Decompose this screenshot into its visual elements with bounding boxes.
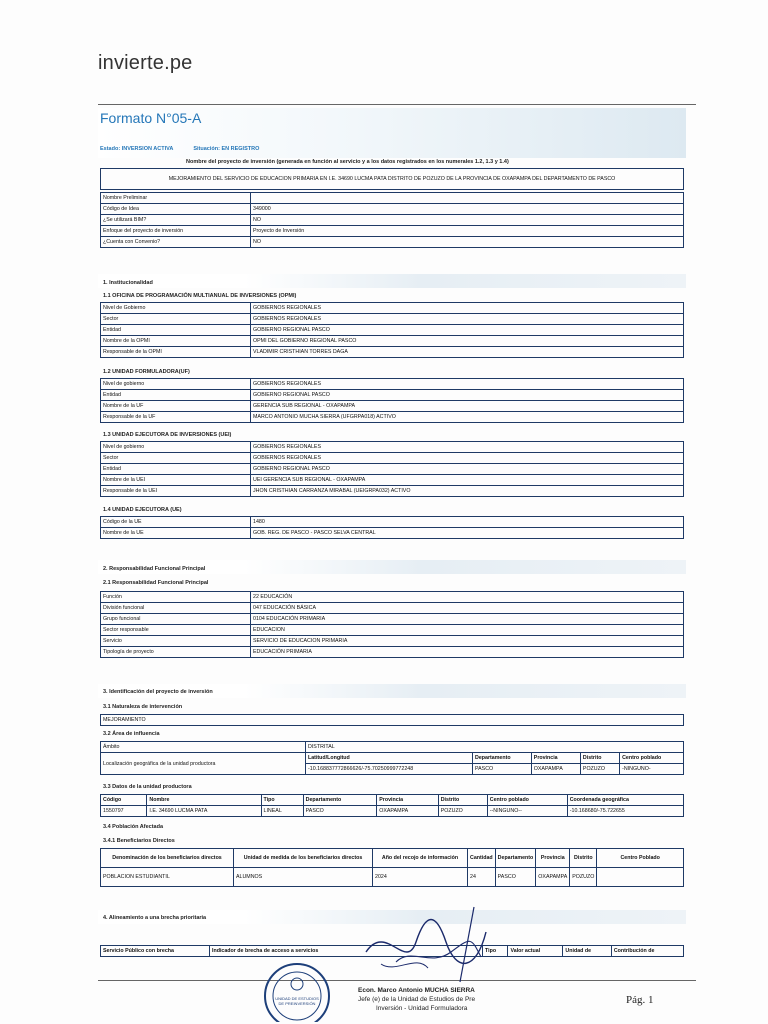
cell-value: OXAPAMPA: [377, 806, 439, 817]
header-cell: Distrito: [438, 795, 487, 806]
cell-key: Entidad: [101, 464, 251, 475]
header-cell: Centro poblado: [487, 795, 567, 806]
table-row: [101, 453, 684, 464]
header-cell: Coordenada geográfica: [567, 795, 683, 806]
section-1-3-title: 1.3 UNIDAD EJECUTORA DE INVERSIONES (UEI): [103, 432, 232, 438]
cell-value: GOB. REG. DE PASCO - PASCO SELVA CENTRAL: [251, 528, 684, 539]
header-rule: [98, 104, 696, 105]
cell-value: SERVICIO DE EDUCACION PRIMARIA: [251, 636, 684, 647]
cell-key: ¿Cuenta con Convenio?: [101, 237, 251, 248]
section-3-4-title: 3.4 Población Afectada: [103, 824, 164, 830]
section-1-1-title: 1.1 OFICINA DE PROGRAMACIÓN MULTIANUAL DE INVERSIONES (OPMI): [103, 293, 297, 299]
cell-value: OXAPAMPA: [536, 868, 570, 887]
svg-text:DE PREINVERSIÓN: DE PREINVERSIÓN: [278, 1001, 316, 1006]
cell-value: MARCO ANTONIO MUCHA SIERRA (UFGRPA018) ACTIVO: [251, 412, 684, 423]
section-3-1-title: 3.1 Naturaleza de intervención: [103, 704, 183, 710]
situacion-text: Situación: EN REGISTRO: [193, 146, 260, 152]
institution-seal-icon: [252, 962, 342, 1022]
header-cell: Departamento: [473, 753, 532, 764]
cell-value: OPMI DEL GOBIERNO REGIONAL PASCO: [251, 336, 684, 347]
cell-value: 047 EDUCACIÓN BÁSICA: [251, 603, 684, 614]
table-row: [101, 868, 684, 887]
table-row: [101, 625, 684, 636]
table-row: [101, 347, 684, 358]
table-row: [101, 795, 684, 806]
table-row: [101, 204, 684, 215]
table-row: [101, 486, 684, 497]
header-cell: Distrito: [570, 849, 597, 868]
table-row: [101, 517, 684, 528]
cell-key: Nivel de gobierno: [101, 442, 251, 453]
cell-value: LINEAL: [261, 806, 303, 817]
cell-key: Nombre de la UEI: [101, 475, 251, 486]
header-cell: Unidad de medida de los beneficiarios directos: [234, 849, 373, 868]
cell-value: 0104 EDUCACIÓN PRIMARIA: [251, 614, 684, 625]
header-cell: Tipo: [261, 795, 303, 806]
cell-key: Nombre de la UE: [101, 528, 251, 539]
cell-value: 2024: [373, 868, 468, 887]
header-cell: Servicio Público con brecha: [101, 946, 210, 957]
cell-value: JHON CRISTHIAN CARRANZA MIRABAL (UEIGRPA032) ACTIVO: [251, 486, 684, 497]
table-row: [101, 442, 684, 453]
cell-value: NO: [251, 215, 684, 226]
handwritten-signature-icon: [356, 902, 496, 986]
cell-value: GERENCIA SUB REGIONAL - OXAPAMPA: [251, 401, 684, 412]
table-row: [101, 753, 684, 764]
header-cell: Cantidad: [468, 849, 496, 868]
svg-text:UNIDAD DE ESTUDIOS: UNIDAD DE ESTUDIOS: [275, 996, 319, 1001]
cell-key: Código de la UE: [101, 517, 251, 528]
header-cell: Latitud/Longitud: [306, 753, 473, 764]
signer-block: [358, 986, 475, 1013]
table-row: [101, 325, 684, 336]
uei-table: [100, 441, 684, 497]
cell-value: PASCO: [303, 806, 377, 817]
section-1-4-title: 1.4 UNIDAD EJECUTORA (UE): [103, 507, 182, 513]
header-cell: Contribución de: [611, 946, 683, 957]
section-3-3-title: 3.3 Datos de la unidad productora: [103, 784, 192, 790]
table-row: [101, 528, 684, 539]
cell-value: PASCO: [495, 868, 536, 887]
table-row: [101, 715, 684, 726]
table-row: [101, 806, 684, 817]
cell-value: 349000: [251, 204, 684, 215]
cell-key: Entidad: [101, 325, 251, 336]
cell-key: Localización geográfica de la unidad productora: [101, 753, 306, 775]
invierte-logo: [98, 52, 192, 75]
signer-name: Econ. Marco Antonio MUCHA SIERRA: [358, 987, 475, 994]
cell-key: Responsable de la OPMI: [101, 347, 251, 358]
cell-value: GOBIERNOS REGIONALES: [251, 453, 684, 464]
cell-value: -10.168680/-75.722655: [567, 806, 683, 817]
project-name-table: [100, 168, 684, 190]
cell-value: 24: [468, 868, 496, 887]
header-cell: Indicador de brecha de acceso a servicios: [210, 946, 483, 957]
cell-value: POBLACION ESTUDIANTIL: [101, 868, 234, 887]
cell-value: 1480: [251, 517, 684, 528]
table-row: [101, 636, 684, 647]
cell-value: [597, 868, 684, 887]
cell-key: Función: [101, 592, 251, 603]
cell-key: Nombre de la UF: [101, 401, 251, 412]
cell-value: POZUZO: [570, 868, 597, 887]
cell-key: Sector: [101, 314, 251, 325]
func-table: [100, 591, 684, 658]
cell-key: Sector responsable: [101, 625, 251, 636]
table-row: [101, 464, 684, 475]
table-row: [101, 314, 684, 325]
section-2-title: 2. Responsabilidad Funcional Principal: [103, 566, 206, 572]
cell-key: División funcional: [101, 603, 251, 614]
cell-value: 22 EDUCACIÓN: [251, 592, 684, 603]
beneficiarios-table: [100, 848, 684, 887]
cell-value: [251, 193, 684, 204]
header-cell: Centro Poblado: [597, 849, 684, 868]
page-number: Pág. 1: [626, 994, 654, 1006]
table-row: [101, 303, 684, 314]
cell-key: ¿Se utilizará BIM?: [101, 215, 251, 226]
cell-value: POZUZO: [438, 806, 487, 817]
estado-text: Estado: INVERSION ACTIVA: [100, 146, 174, 152]
signer-role: Jefe (e) de la Unidad de Estudios de Pre: [358, 996, 476, 1003]
cell-value: MEJORAMIENTO: [101, 715, 684, 726]
cell-key: Nivel de Gobierno: [101, 303, 251, 314]
header-cell: Departamento: [495, 849, 536, 868]
cell-value: I.E. 34690 LUCMA PATA: [147, 806, 261, 817]
status-line: [100, 146, 279, 152]
project-name-value: MEJORAMIENTO DEL SERVICIO DE EDUCACION PRIMARIA EN I.E. 34690 LUCMA PATA DISTRITO DE POZUZO DE LA PROVINCIA DE OXAPAMPA DEL DEPARTAMENTO DE PASCO: [101, 169, 684, 190]
section-3-2-title: 3.2 Área de influencia: [103, 731, 160, 737]
header-cell: Departamento: [303, 795, 377, 806]
table-row: [101, 742, 684, 753]
cell-key: Nivel de gobierno: [101, 379, 251, 390]
cell-value: OXAPAMPA: [531, 764, 580, 775]
cell-value: -10.168837772866626/-75.70250999772248: [306, 764, 473, 775]
table-row: [101, 614, 684, 625]
cell-value: GOBIERNO REGIONAL PASCO: [251, 464, 684, 475]
table-row: [101, 215, 684, 226]
table-row: [101, 412, 684, 423]
table-row: [101, 237, 684, 248]
cell-value: GOBIERNOS REGIONALES: [251, 303, 684, 314]
table-row: [101, 390, 684, 401]
cell-value: GOBIERNOS REGIONALES: [251, 314, 684, 325]
header-cell: Provincia: [536, 849, 570, 868]
cell-value: VLADIMIR CRISTHIAN TORRES DAGA: [251, 347, 684, 358]
cell-key: Código de Idea: [101, 204, 251, 215]
cell-key: Ámbito: [101, 742, 306, 753]
cell-key: Responsable de la UF: [101, 412, 251, 423]
table-row: [101, 401, 684, 412]
section-4-title: 4. Alineamiento a una brecha prioritaria: [103, 915, 207, 921]
cell-key: Tipología de proyecto: [101, 647, 251, 658]
header-cell: Unidad de: [563, 946, 611, 957]
cell-value: UEI GERENCIA SUB REGIONAL - OXAPAMPA: [251, 475, 684, 486]
general-table: [100, 192, 684, 248]
cell-value: EDUCACIÓN PRIMARIA: [251, 647, 684, 658]
cell-key: Grupo funcional: [101, 614, 251, 625]
cell-value: GOBIERNOS REGIONALES: [251, 442, 684, 453]
cell-value: --NINGUNO--: [487, 806, 567, 817]
section-2-1-title: 2.1 Responsabilidad Funcional Principal: [103, 580, 209, 586]
cell-key: Sector: [101, 453, 251, 464]
header-cell: Denominación de los beneficiarios directos: [101, 849, 234, 868]
cell-value: ALUMNOS: [234, 868, 373, 887]
cell-value: EDUCACION: [251, 625, 684, 636]
table-row: [101, 603, 684, 614]
cell-key: Responsable de la UEI: [101, 486, 251, 497]
cell-value: DISTRITAL: [306, 742, 684, 753]
cell-value: -NINGUNO-: [620, 764, 684, 775]
table-row: [101, 849, 684, 868]
section-3-4-1-title: 3.4.1 Beneficiarios Directos: [103, 838, 175, 844]
header-cell: Provincia: [531, 753, 580, 764]
section-1-2-title: 1.2 UNIDAD FORMULADORA(UF): [103, 369, 190, 375]
cell-value: GOBIERNO REGIONAL PASCO: [251, 390, 684, 401]
section-3-title: 3. Identificación del proyecto de inversión: [103, 689, 213, 695]
cell-key: Servicio: [101, 636, 251, 647]
section-band: [98, 274, 686, 288]
naturaleza-table: [100, 714, 684, 726]
cell-value: NO: [251, 237, 684, 248]
table-row: [101, 647, 684, 658]
cell-value: GOBIERNOS REGIONALES: [251, 379, 684, 390]
up-table: [100, 794, 684, 817]
cell-value: PASCO: [473, 764, 532, 775]
cell-key: Enfoque del proyecto de inversión: [101, 226, 251, 237]
header-cell: Año del recojo de información: [373, 849, 468, 868]
table-row: [101, 475, 684, 486]
table-row: [101, 379, 684, 390]
formato-title: Formato N°05-A: [100, 110, 202, 126]
table-row: [101, 336, 684, 347]
header-cell: Provincia: [377, 795, 439, 806]
cell-value: POZUZO: [580, 764, 619, 775]
header-cell: Centro poblado: [620, 753, 684, 764]
ue-table: [100, 516, 684, 539]
signer-unit: Inversión - Unidad Formuladora: [376, 1005, 468, 1012]
cell-key: Nombre Preliminar: [101, 193, 251, 204]
cell-key: Nombre de la OPMI: [101, 336, 251, 347]
logo-text: invierte.pe: [98, 52, 193, 74]
cell-value: GOBIERNO REGIONAL PASCO: [251, 325, 684, 336]
opmi-table: [100, 302, 684, 358]
area-table: [100, 741, 684, 775]
uf-table: [100, 378, 684, 423]
cell-value: Proyecto de Inversión: [251, 226, 684, 237]
header-cell: Valor actual: [508, 946, 563, 957]
cell-key: Entidad: [101, 390, 251, 401]
table-row: [101, 193, 684, 204]
header-cell: Distrito: [580, 753, 619, 764]
header-cell: Nombre: [147, 795, 261, 806]
header-cell: Tipo: [483, 946, 508, 957]
table-row: [101, 592, 684, 603]
project-name-label: Nombre del proyecto de inversión (generada en función al servicio y a los datos registrados en los numerales 1.2, 1.3 y 1.4): [186, 159, 509, 165]
header-cell: Código: [101, 795, 147, 806]
section-1-title: 1. Institucionalidad: [103, 280, 153, 286]
cell-value: 1550797: [101, 806, 147, 817]
table-row: [101, 226, 684, 237]
